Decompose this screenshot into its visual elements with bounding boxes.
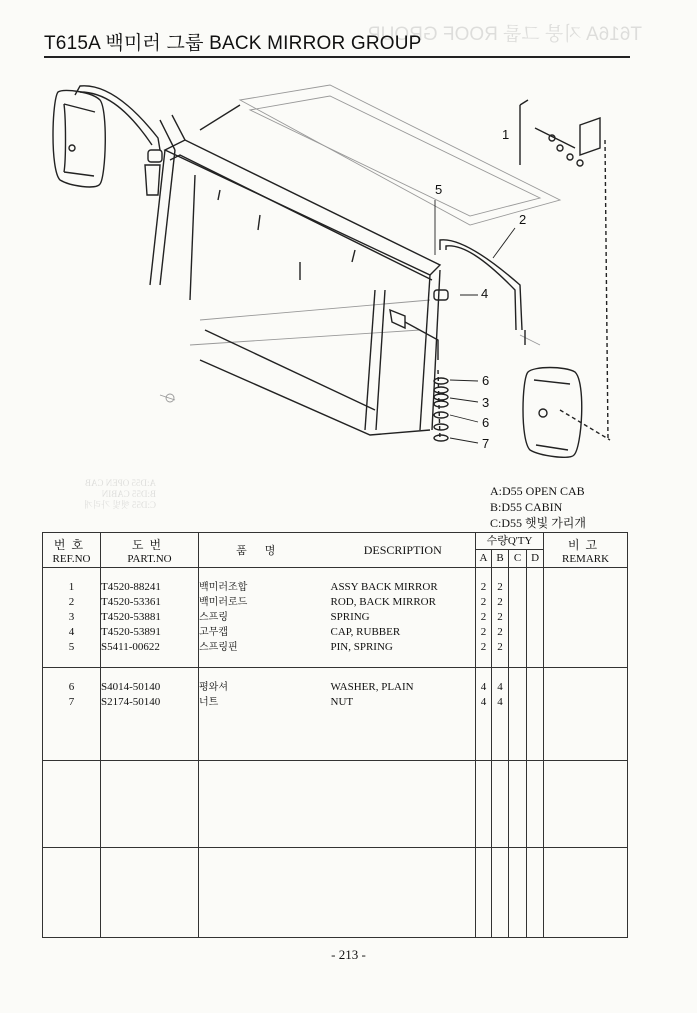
header-remark: 비고 REMARK <box>544 533 628 568</box>
page-number: - 213 - <box>331 947 366 962</box>
table-row: 6 S4014-50140 평와셔 WASHER, PLAIN 4 4 <box>43 680 628 695</box>
exploded-diagram <box>0 60 697 480</box>
title-rule <box>44 56 630 58</box>
parts-table <box>42 532 628 938</box>
callout-4: 4 <box>481 286 489 301</box>
callout-7: 7 <box>482 436 490 451</box>
table-row: 5 S5411-00622 스프링핀 PIN, SPRING 2 2 <box>43 640 628 655</box>
callout-3: 3 <box>482 395 490 410</box>
mount-bracket-detail <box>520 100 608 440</box>
header-description: DESCRIPTION <box>331 533 476 568</box>
qty-col-a: A <box>476 550 492 567</box>
bleed-through-variant-legend: A:D55 OPEN CAB B:D55 CABIN C:D55 햇빛 가리개 <box>84 478 156 510</box>
cab-frame <box>150 105 443 435</box>
callout-1: 1 <box>502 127 510 142</box>
bleed-through-title: T616A 지붕 그룹 ROOF GROUP <box>368 24 643 45</box>
table-row: 1 T4520-88241 백미러조합 ASSY BACK MIRROR 2 2 <box>43 580 628 595</box>
table-row: 7 S2174-50140 너트 NUT 4 4 <box>43 695 628 710</box>
right-mirror-head <box>523 330 610 457</box>
rod-assembly <box>390 240 522 440</box>
header-qty: 수량Q'TY A B C D <box>476 533 544 568</box>
callout-2: 2 <box>519 212 527 227</box>
page-title: T615A 백미러 그룹 BACK MIRROR GROUP <box>44 33 422 54</box>
variant-legend <box>490 483 586 531</box>
header-name-ko: 품명 <box>199 533 331 568</box>
variant-c: C:D55 햇빛 가리개 <box>490 516 586 530</box>
header-part: 도번 PART.NO <box>101 533 199 568</box>
qty-col-d: D <box>531 552 540 564</box>
callout-6-bottom: 6 <box>482 415 490 430</box>
table-row: 3 T4520-53881 스프링 SPRING 2 2 <box>43 610 628 625</box>
qty-col-c: C <box>509 550 527 567</box>
table-row: 2 T4520-53361 백미러로드 ROD, BACK MIRROR 2 2 <box>43 595 628 610</box>
left-mirror-assembly <box>53 86 162 195</box>
table-row: 4 T4520-53891 고무캡 CAP, RUBBER 2 2 <box>43 625 628 640</box>
roof-panel-outline <box>160 85 560 402</box>
variant-a: A:D55 OPEN CAB <box>490 484 585 498</box>
spring-washer-stack <box>434 378 448 441</box>
callout-5: 5 <box>435 182 443 197</box>
qty-col-b: B <box>492 550 509 567</box>
variant-b: B:D55 CABIN <box>490 500 563 514</box>
leader-lines <box>435 135 515 443</box>
callout-6-top: 6 <box>482 373 490 388</box>
header-ref: 번호 REF.NO <box>43 533 101 568</box>
